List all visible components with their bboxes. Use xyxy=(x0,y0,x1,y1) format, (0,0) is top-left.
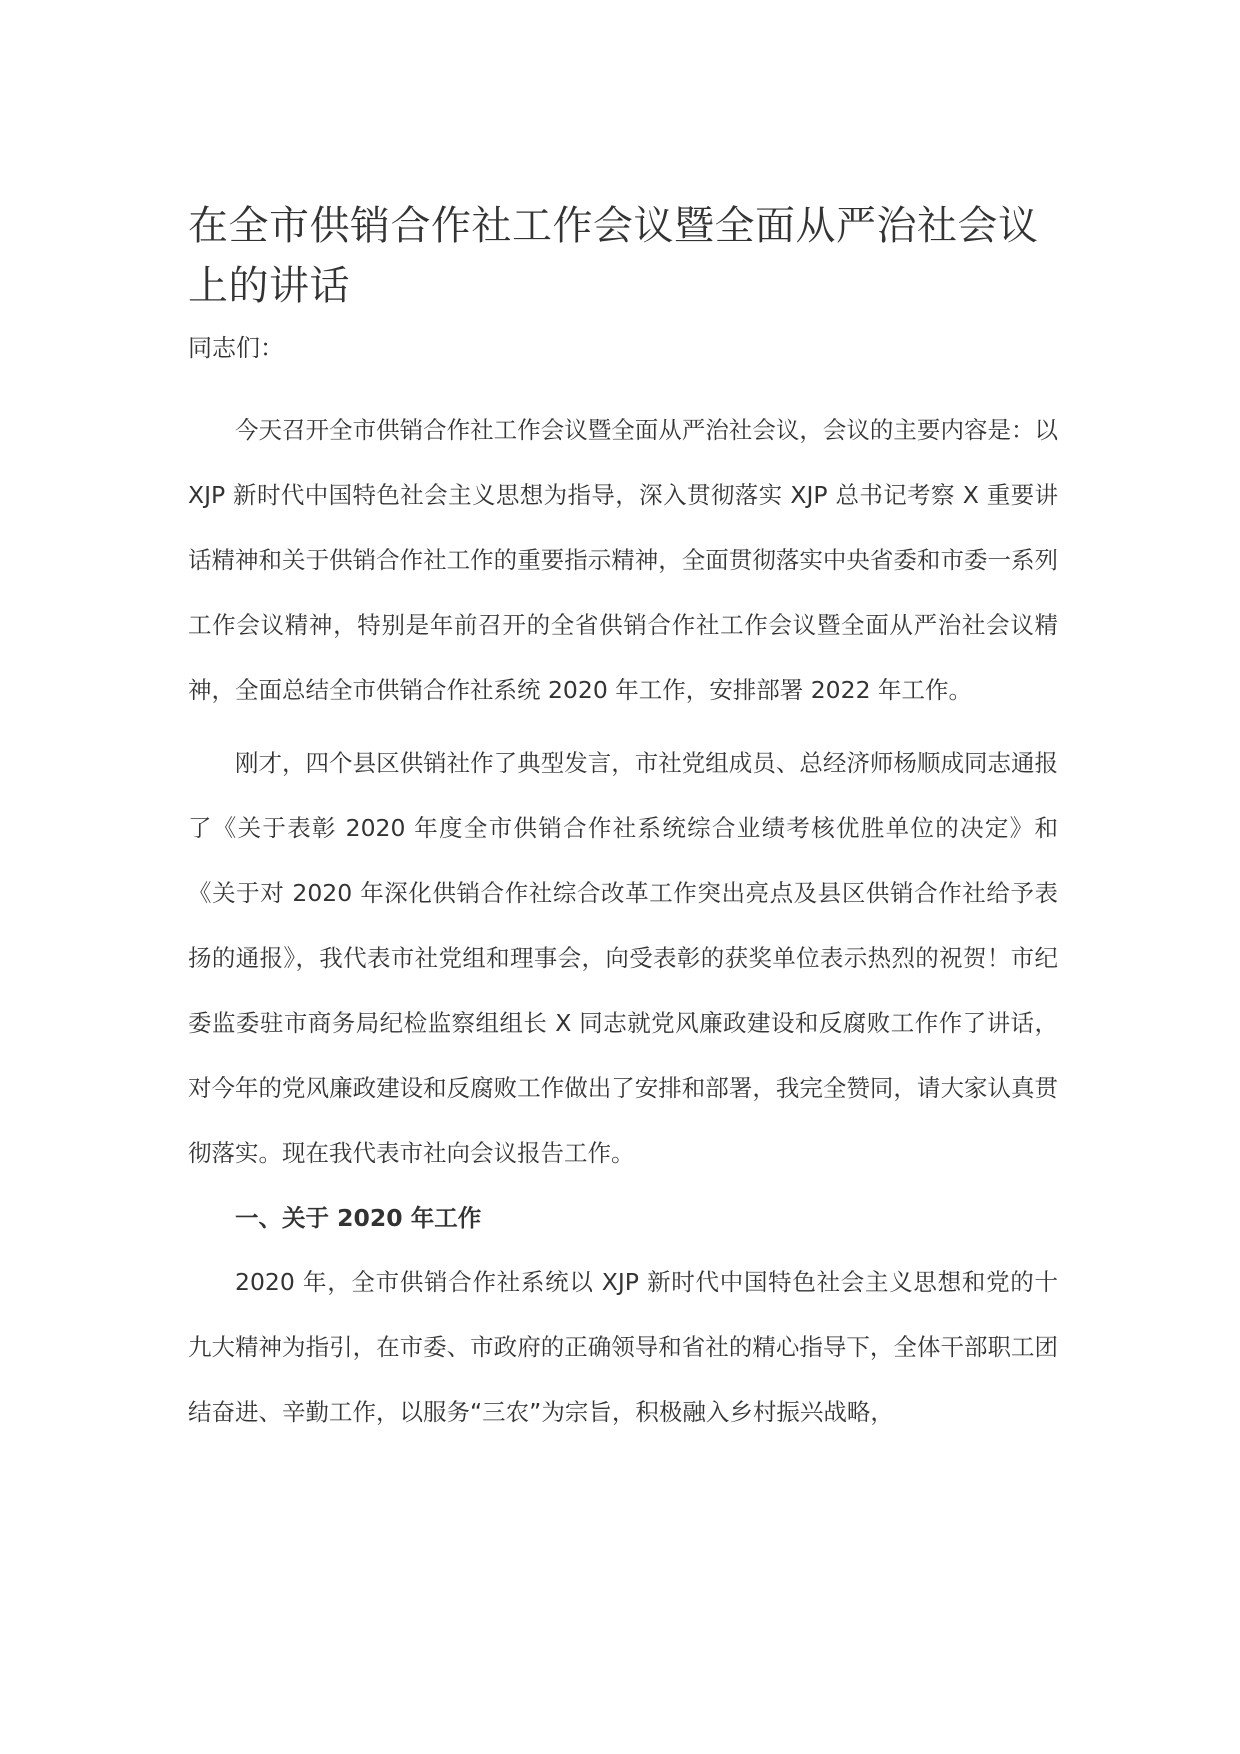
paragraph-intro: 今天召开全市供销合作社工作会议暨全面从严治社会议，会议的主要内容是：以 XJP 新时代中国特色社会主义思想为指导，深入贯彻落实 XJP 总书记考察 X 重要讲话精神和关于供销合作社工作的重要指示精神，全面贯彻落实中央省委和市委一系列工作会议精神，特别是年前召开的全省供销合作社工作会议暨全面从严治社会议精神，全面总结全市供销合作社系统 2020 年工作，安排部署 2022 年工作。 xyxy=(188,416,1058,704)
greeting: 同志们： xyxy=(188,334,284,362)
paragraph-section-one: 2020 年，全市供销合作社系统以 XJP 新时代中国特色社会主义思想和党的十九大精神为指引，在市委、市政府的正确领导和省社的精心指导下，全体干部职工团结奋进、辛勤工作，以服务“三农”为宗旨，积极融入乡村振兴战略， xyxy=(188,1268,1058,1426)
document-title: 在全市供销合作社工作会议暨全面从严治社会议上的讲话 xyxy=(188,203,1039,309)
section-heading: 一、关于 2020 年工作 xyxy=(235,1204,482,1232)
document-body xyxy=(188,196,1058,1445)
paragraph-speeches: 刚才，四个县区供销社作了典型发言，市社党组成员、总经济师杨顺成同志通报了《关于表彰 2020 年度全市供销合作社系统综合业绩考核优胜单位的决定》和《关于对 2020 年深化供销合作社综合改革工作突出亮点及县区供销合作社给予表扬的通报》，我代表市社党组和理事会，向受表彰的获奖单位表示热烈的祝贺！市纪委监委驻市商务局纪检监察组组长 X 同志就党风廉政建设和反腐败工作作了讲话，对今年的党风廉政建设和反腐败工作做出了安排和部署，我完全赞同，请大家认真贯彻落实。现在我代表市社向会议报告工作。 xyxy=(188,749,1058,1167)
